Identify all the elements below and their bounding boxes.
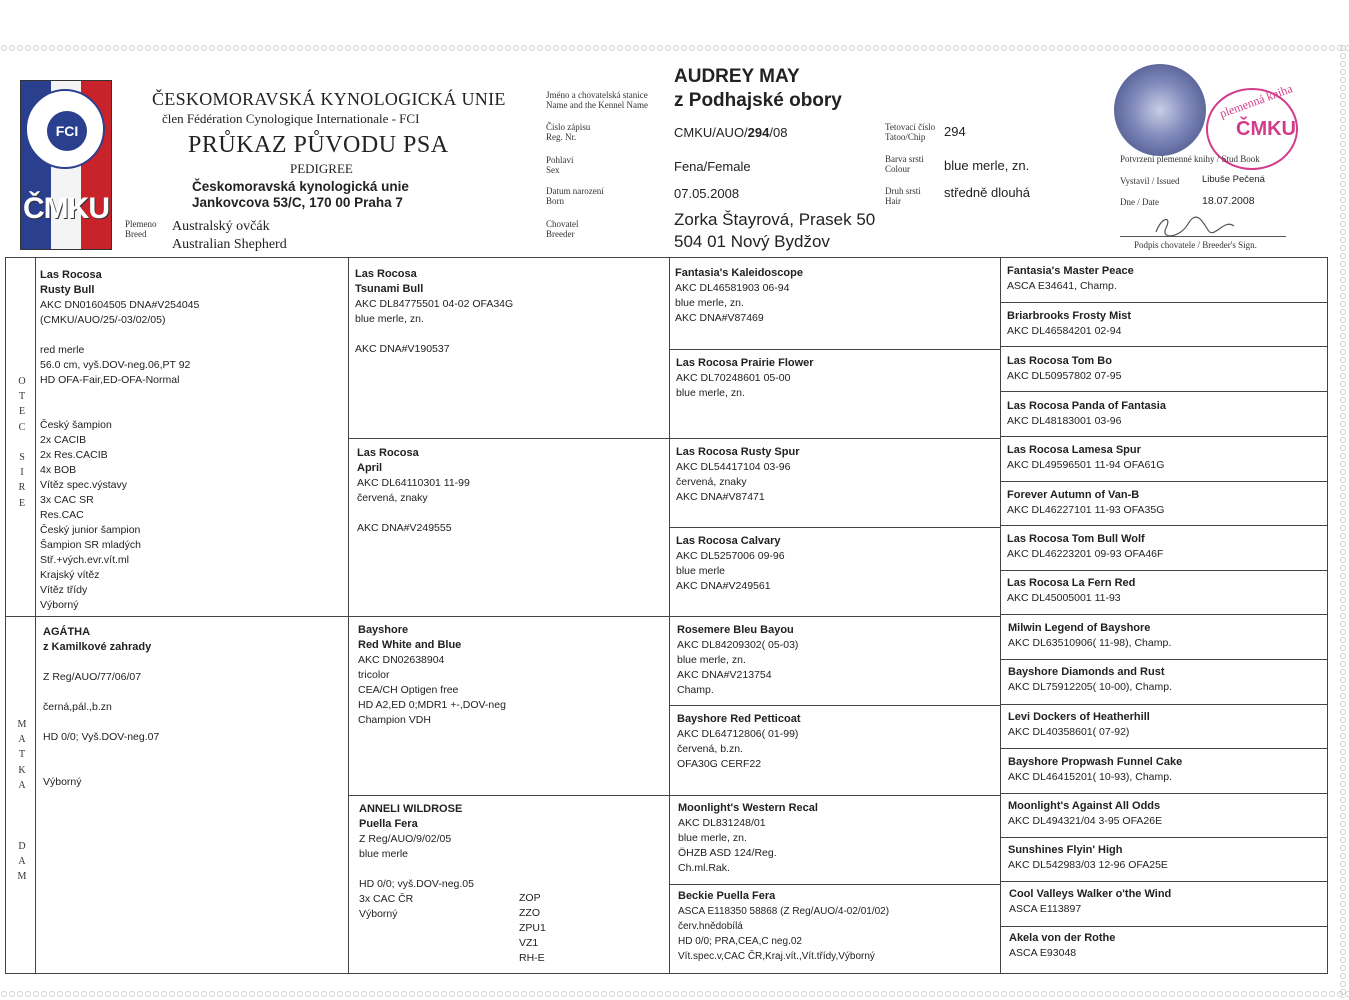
sex-label: Pohlaví Sex <box>546 155 574 175</box>
ancestor-detail: HD 0/0; vyš.DOV-neg.05 <box>359 878 474 890</box>
cmku-fci-logo <box>20 80 112 250</box>
ancestor-name: Levi Dockers of Heatherhill <box>1008 711 1150 723</box>
gen2-ancestor-3 <box>358 623 668 728</box>
sex-value: Fena/Female <box>674 159 751 174</box>
ancestor-detail: AKC DL75912205( 10-00), Champ. <box>1008 681 1173 693</box>
ancestor-detail: blue merle <box>676 565 726 577</box>
ancestor-detail: AKC DN02638904 <box>358 654 445 666</box>
ancestor-detail: AKC DL542983/03 12-96 OFA25E <box>1008 859 1168 871</box>
ancestor-detail: červená, b.zn. <box>677 743 743 755</box>
grid-row-line-g4-1 <box>1000 302 1328 303</box>
ancestor-detail: červená, znaky <box>676 476 747 488</box>
ancestor-detail: červená, znaky <box>357 492 428 504</box>
gen4-ancestor-9 <box>1008 621 1326 651</box>
grid-row-line-g4-4 <box>1000 436 1328 437</box>
ancestor-detail: Champ. <box>677 684 714 696</box>
ancestor-name: Red White and Blue <box>358 639 462 651</box>
ancestor-detail: 2x Res.CACIB <box>40 449 108 461</box>
ancestor-detail: Stř.+vých.evr.vít.ml <box>40 554 129 566</box>
ancestor-detail: 3x CAC SR <box>40 494 94 506</box>
ancestor-name: Las Rocosa Calvary <box>676 535 781 547</box>
reg-label: Číslo zápisu Reg. Nr. <box>546 122 591 142</box>
ancestor-name: Las Rocosa <box>40 269 102 281</box>
grid-row-line-g4-13 <box>1000 837 1328 838</box>
grid-row-line-g3-3 <box>669 705 1000 706</box>
ancestor-name: Fantasia's Master Peace <box>1007 265 1134 277</box>
fci-membership: člen Fédération Cynologique Internationale - FCI <box>162 111 420 126</box>
gen3-ancestor-2 <box>676 356 996 401</box>
ancestor-detail: Res.CAC <box>40 509 84 521</box>
gen3-ancestor-7 <box>678 801 998 876</box>
grid-row-line-g4-5 <box>1000 481 1328 482</box>
ancestor-detail: Šampion SR mladých <box>40 539 141 551</box>
gen4-ancestor-13 <box>1008 799 1326 829</box>
gen4-ancestor-2 <box>1007 309 1325 339</box>
ancestor-detail: Český junior šampion <box>40 524 141 536</box>
union-address-line2: Jankovcova 53/C, 170 00 Praha 7 <box>192 195 403 210</box>
ancestor-name: Bayshore Red Petticoat <box>677 713 801 725</box>
grid-col-line-3 <box>1000 257 1001 974</box>
grid-row-line-g4-9 <box>1000 659 1328 660</box>
ancestor-name: Las Rocosa Panda of Fantasia <box>1007 400 1166 412</box>
ancestor-detail: 2x CACIB <box>40 434 87 446</box>
breeder-label: Chovatel Breeder <box>546 219 579 239</box>
ancestor-detail: blue merle <box>359 848 409 860</box>
issue-date: 18.07.2008 <box>1202 195 1255 207</box>
ancestor-detail: Vít.spec.v,CAC ČR,Kraj.vít.,Vít.třídy,Výborný <box>678 951 875 962</box>
ancestor-name: Las Rocosa Tom Bo <box>1007 355 1112 367</box>
gen4-ancestor-8 <box>1007 576 1325 606</box>
ancestor-name: Rosemere Bleu Bayou <box>677 624 794 636</box>
ancestor-name: Bayshore Diamonds and Rust <box>1008 666 1165 678</box>
ancestor-detail: HD 0/0; PRA,CEA,C neg.02 <box>678 936 802 947</box>
ancestor-name: Tsunami Bull <box>355 283 424 295</box>
ancestor-detail: Vítěz třídy <box>40 584 88 596</box>
ancestor-detail: ASCA E118350 58868 (Z Reg/AUO/4-02/01/02) <box>678 906 890 917</box>
gen4-ancestor-5 <box>1007 443 1325 473</box>
ancestor-detail: AKC DL45005001 11-93 <box>1007 592 1121 604</box>
ancestor-detail: (CMKU/AUO/25/-03/02/05) <box>40 314 166 326</box>
ancestor-name: Cool Valleys Walker o'the Wind <box>1009 888 1172 900</box>
tattoo-label: Tetovací číslo Tatoo/Chip <box>885 122 936 142</box>
hair-value: středně dlouhá <box>944 185 1031 200</box>
grid-row-line-g3-1 <box>669 349 1000 350</box>
ancestor-detail: ASCA E113897 <box>1009 903 1082 915</box>
stamp-center: ČMKU <box>1236 118 1296 140</box>
ancestor-name: Briarbrooks Frosty Mist <box>1007 310 1132 322</box>
grid-row-line-g4-10 <box>1000 704 1328 705</box>
breeder-line2: 504 01 Nový Bydžov <box>674 232 830 251</box>
ancestor-name: April <box>357 462 383 474</box>
ancestor-detail: AKC DNA#V249555 <box>357 522 452 534</box>
ancestor-detail: AKC DNA#V213754 <box>677 669 772 681</box>
ancestor-detail: AKC DL40358601( 07-92) <box>1008 726 1130 738</box>
signature-label: Podpis chovatele / Breeder's Sign. <box>1134 240 1257 250</box>
ancestor-detail: Výborný <box>40 599 79 611</box>
ancestor-detail: AKC DL64110301 11-99 <box>357 477 470 489</box>
decorative-border-bottom <box>0 990 1349 998</box>
ancestor-detail: AKC DL84209302( 05-03) <box>677 639 799 651</box>
issued-by: Libuše Pečená <box>1202 174 1265 185</box>
ancestor-name: Milwin Legend of Bayshore <box>1008 622 1151 634</box>
gen2-ancestor-2 <box>357 446 667 536</box>
ancestor-detail: Vítěz spec.výstavy <box>40 479 127 491</box>
ancestor-name: Las Rocosa Prairie Flower <box>676 357 814 369</box>
hair-label: Druh srsti Hair <box>885 186 921 206</box>
fci-emblem <box>25 89 105 169</box>
document-title: PRŮKAZ PŮVODU PSA <box>188 132 449 158</box>
hologram-seal <box>1114 64 1206 156</box>
ancestor-detail: AKC DL70248601 05-00 <box>676 372 791 384</box>
ancestor-detail: AKC DN01604505 DNA#V254045 <box>40 299 200 311</box>
ancestor-name: Moonlight's Western Recal <box>678 802 818 814</box>
gen2-ancestor-4 <box>359 802 669 922</box>
tattoo-value: 294 <box>944 124 966 139</box>
breeder-line1: Zorka Štayrová, Prasek 50 <box>674 210 876 229</box>
kennel-name: z Podhajské obory <box>674 90 842 111</box>
ancestor-name: Puella Fera <box>359 818 418 830</box>
ancestor-name: Bayshore Propwash Funnel Cake <box>1008 756 1183 768</box>
ancestor-detail: AKC DNA#V249561 <box>676 580 771 592</box>
ancestor-name: AGÁTHA <box>43 626 91 638</box>
ancestor-detail: HD OFA-Fair,ED-OFA-Normal <box>40 374 180 386</box>
registration-number <box>674 125 787 140</box>
ancestor-detail: černá,pál.,b.zn <box>43 701 112 713</box>
born-value: 07.05.2008 <box>674 186 740 201</box>
issued-label: Vystavil / Issued <box>1120 176 1180 186</box>
ancestor-detail: AKC DL831248/01 <box>678 817 766 829</box>
reg-suffix: /08 <box>769 125 788 140</box>
gen3-ancestor-6 <box>677 712 997 772</box>
gen2-ancestor-1 <box>355 267 665 357</box>
gen4-ancestor-6 <box>1007 488 1325 518</box>
cmku-logo-text: ČMKU <box>23 192 109 225</box>
gen4-ancestor-10 <box>1008 665 1326 695</box>
ancestor-detail: AKC DNA#V87469 <box>675 312 764 324</box>
grid-row-line-g4-2 <box>1000 346 1328 347</box>
ancestor-detail: AKC DL46223201 09-93 OFA46F <box>1007 548 1164 560</box>
ancestor-detail: Champion VDH <box>358 714 431 726</box>
grid-row-line-g4-15 <box>1000 926 1328 927</box>
ancestor-detail: AKC DL64712806( 01-99) <box>677 728 799 740</box>
grid-row-line-g4-8 <box>1000 614 1328 615</box>
ancestor-name: Moonlight's Against All Odds <box>1008 800 1161 812</box>
ancestor-detail: CEA/CH Optigen free <box>358 684 459 696</box>
ancestor-detail: AKC DL46584201 02-94 <box>1007 325 1122 337</box>
ancestor-name: ANNELI WILDROSE <box>359 803 463 815</box>
reg-number-bold: 294 <box>747 125 770 140</box>
ancestor-detail: blue merle, zn. <box>676 387 745 399</box>
name-label: Jméno a chovatelská stanice Name and the Kennel Name <box>546 90 648 110</box>
ancestor-name: Las Rocosa <box>357 447 419 459</box>
fci-emblem-text: FCI <box>47 111 87 151</box>
grid-row-line-g4-7 <box>1000 570 1328 571</box>
ancestor-name: Las Rocosa Rusty Spur <box>676 446 800 458</box>
ancestor-name: z Kamilkové zahrady <box>43 641 152 653</box>
ancestor-detail: blue merle, zn. <box>675 297 744 309</box>
ancestor-detail: blue merle, zn. <box>678 832 747 844</box>
grid-row-line-g4-14 <box>1000 881 1328 882</box>
ancestor-name: Fantasia's Kaleidoscope <box>675 267 803 279</box>
grid-row-line-g2-1 <box>348 438 1000 439</box>
colour-label: Barva srsti Colour <box>885 154 924 174</box>
grid-row-line-g3-2 <box>669 527 1000 528</box>
union-address-line1: Českomoravská kynologická unie <box>192 179 409 194</box>
sire-side-label: O T E C S I R E <box>18 376 26 509</box>
ancestor-detail: AKC DNA#V87471 <box>676 491 765 503</box>
grid-row-line-g4-11 <box>1000 748 1328 749</box>
ancestor-detail: 3x CAC ČR <box>359 893 414 905</box>
gen3-ancestor-5 <box>677 623 997 698</box>
signature-line <box>1120 236 1286 237</box>
gen3-ancestor-3 <box>676 445 996 505</box>
document-subtitle: PEDIGREE <box>290 161 353 176</box>
ancestor-detail: blue merle, zn. <box>355 313 424 325</box>
gen4-ancestor-12 <box>1008 755 1326 785</box>
gen2-ancestor-4-titles: ZOP ZZO ZPU1 VZ1 RH-E <box>519 892 546 964</box>
ancestor-name: Sunshines Flyin' High <box>1008 844 1123 856</box>
ancestor-name: Las Rocosa <box>355 268 417 280</box>
grid-row-line-g2-2 <box>348 795 1000 796</box>
gen3-ancestor-8 <box>678 889 998 964</box>
ancestor-detail: 4x BOB <box>40 464 77 476</box>
ancestor-detail: Český šampion <box>40 419 112 431</box>
breed-label: Plemeno Breed <box>125 219 157 239</box>
gen4-ancestor-14 <box>1008 843 1326 873</box>
ancestor-detail: AKC DL46581903 06-94 <box>675 282 790 294</box>
ancestor-detail: AKC DL494321/04 3-95 OFA26E <box>1008 815 1163 827</box>
ancestor-detail: Výborný <box>43 776 82 788</box>
ancestor-detail: ASCA E93048 <box>1009 947 1077 959</box>
ancestor-detail: AKC DL49596501 11-94 OFA61G <box>1007 459 1165 471</box>
date-label: Dne / Date <box>1120 197 1159 207</box>
ancestor-detail: ASCA E34641, Champ. <box>1007 280 1117 292</box>
dog-name: AUDREY MAY <box>674 66 800 87</box>
colour-value: blue merle, zn. <box>944 158 1030 173</box>
grid-row-line-g4-6 <box>1000 525 1328 526</box>
ancestor-detail: HD A2,ED 0;MDR1 +-,DOV-neg <box>358 699 506 711</box>
grid-row-line-g4-3 <box>1000 391 1328 392</box>
stamp-text: plemenná kniha <box>1217 81 1295 121</box>
ancestor-detail: Z Reg/AUO/77/06/07 <box>43 671 142 683</box>
gen4-ancestor-7 <box>1007 532 1325 562</box>
gen4-ancestor-15 <box>1009 887 1327 917</box>
ancestor-detail: AKC DL54417104 03-96 <box>676 461 791 473</box>
ancestor-detail: ÖHZB ASD 124/Reg. <box>678 847 777 859</box>
decorative-border-top <box>0 44 1349 52</box>
decorative-border-right <box>1339 44 1347 998</box>
ancestor-detail: AKC DL50957802 07-95 <box>1007 370 1122 382</box>
ancestor-name: Beckie Puella Fera <box>678 890 776 902</box>
organization-name: ČESKOMORAVSKÁ KYNOLOGICKÁ UNIE <box>152 89 506 109</box>
ancestor-detail: AKC DL46415201( 10-93), Champ. <box>1008 771 1173 783</box>
ancestor-detail: HD 0/0; Vyš.DOV-neg.07 <box>43 731 160 743</box>
reg-prefix: CMKU/AUO/ <box>674 125 748 140</box>
breed-czech: Australský ovčák <box>172 219 270 234</box>
ancestor-name: Bayshore <box>358 624 409 636</box>
gen4-ancestor-11 <box>1008 710 1326 740</box>
ancestor-detail: AKC DL46227101 11-93 OFA35G <box>1007 504 1165 516</box>
ancestor-detail: AKC DL5257006 09-96 <box>676 550 785 562</box>
dam-side-label: M A T K A D A M <box>17 719 27 883</box>
studbook-label: Potvrzení plemenné knihy / Stud Book <box>1120 154 1260 164</box>
gen4-ancestor-4 <box>1007 399 1325 429</box>
ancestor-detail: Výborný <box>359 908 398 920</box>
ancestor-detail: AKC DL48183001 03-96 <box>1007 415 1122 427</box>
grid-row-line-sire-dam <box>5 616 1000 617</box>
ancestor-name: Las Rocosa La Fern Red <box>1007 577 1136 589</box>
ancestor-detail: tricolor <box>358 669 390 681</box>
ancestor-detail: 56.0 cm, vyš.DOV-neg.06,PT 92 <box>40 359 191 371</box>
ancestor-detail: AKC DNA#V190537 <box>355 343 450 355</box>
grid-label-column-line <box>35 257 36 974</box>
ancestor-detail: červ.hnědobílá <box>678 921 743 932</box>
ancestor-detail: AKC DL63510906( 11-98), Champ. <box>1008 637 1172 649</box>
ancestor-detail: AKC DL84775501 04-02 OFA34G <box>355 298 514 310</box>
gen3-ancestor-1 <box>675 266 995 326</box>
gen1-dam <box>43 625 343 790</box>
grid-row-line-g4-12 <box>1000 793 1328 794</box>
ancestor-detail: red merle <box>40 344 85 356</box>
ancestor-detail: Z Reg/AUO/9/02/05 <box>359 833 452 845</box>
ancestor-detail: blue merle, zn. <box>677 654 746 666</box>
gen4-ancestor-3 <box>1007 354 1325 384</box>
ancestor-detail: Krajský vítěz <box>40 569 100 581</box>
gen1-sire <box>40 268 340 613</box>
born-label: Datum narození Born <box>546 186 604 206</box>
ancestor-name: Akela von der Rothe <box>1009 932 1116 944</box>
gen3-ancestor-4 <box>676 534 996 594</box>
gen4-ancestor-1 <box>1007 264 1325 294</box>
ancestor-detail: OFA30G CERF22 <box>677 758 762 770</box>
grid-row-line-g3-4 <box>669 884 1000 885</box>
ancestor-name: Las Rocosa Lamesa Spur <box>1007 444 1141 456</box>
ancestor-name: Rusty Bull <box>40 284 95 296</box>
gen4-ancestor-16 <box>1009 931 1327 961</box>
breed-english: Australian Shepherd <box>172 237 287 252</box>
ancestor-name: Las Rocosa Tom Bull Wolf <box>1007 533 1145 545</box>
ancestor-detail: Ch.ml.Rak. <box>678 862 730 874</box>
ancestor-name: Forever Autumn of Van-B <box>1007 489 1140 501</box>
